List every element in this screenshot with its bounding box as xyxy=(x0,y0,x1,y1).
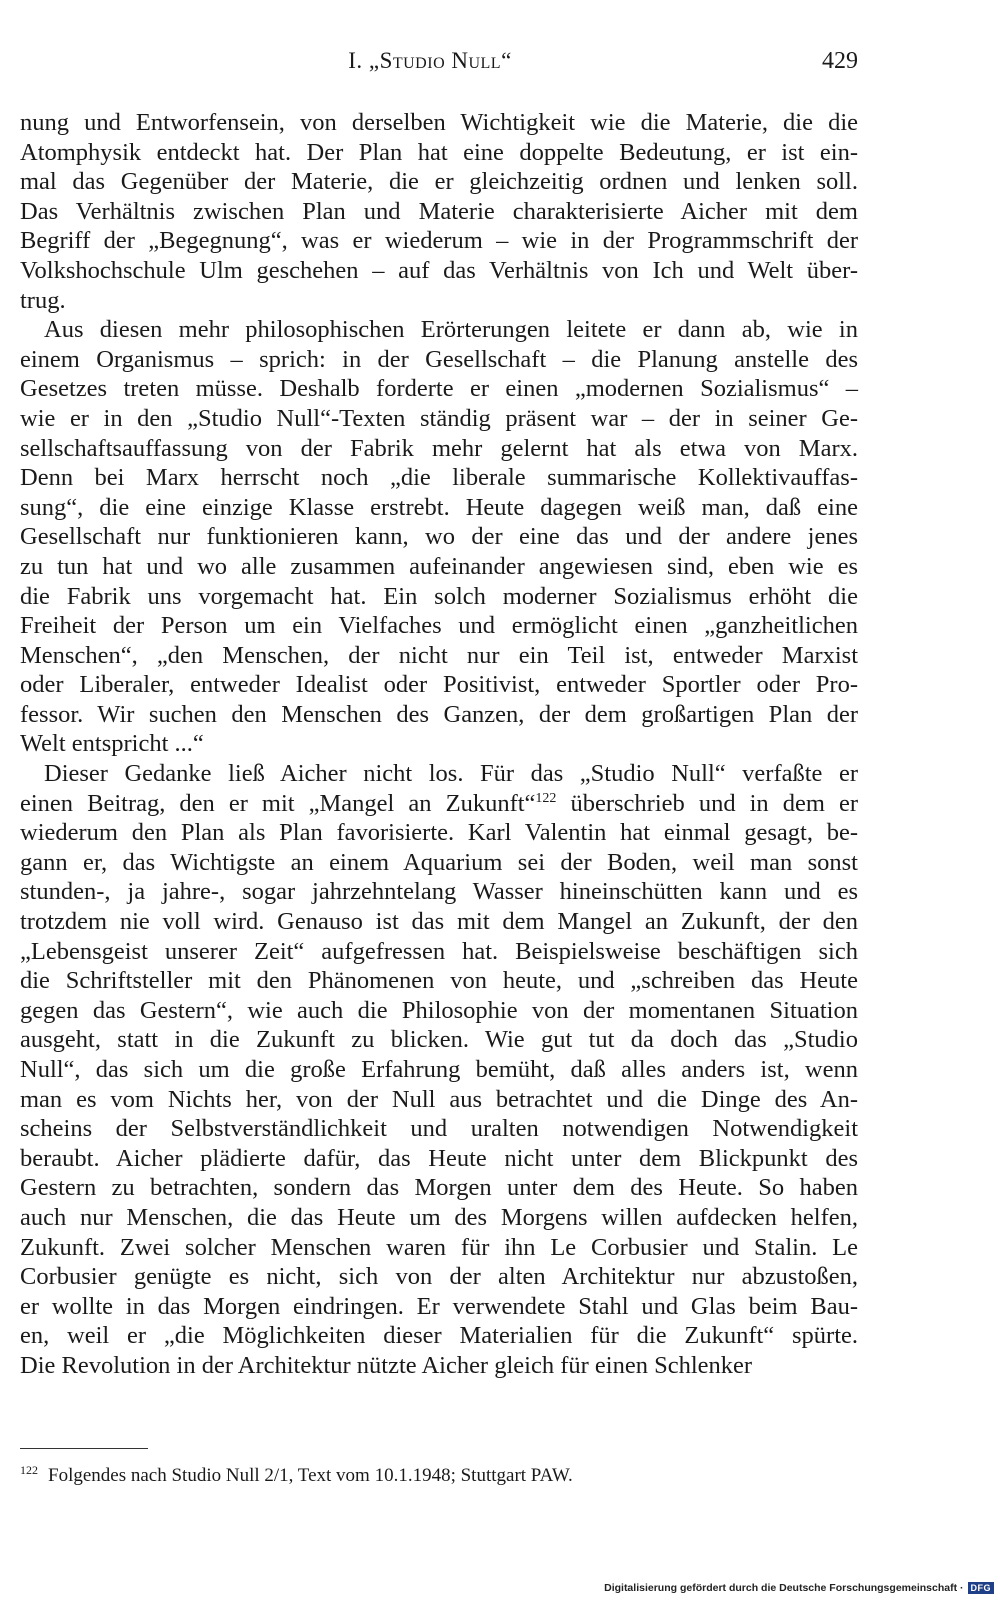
text-line: Die Revolution in der Architektur nützte Aicher gleich für einen Schlenker xyxy=(20,1351,753,1379)
text-line: oder Liberaler, entweder Idealist oder Positivist, entweder Sportler oder Pro- xyxy=(20,671,858,699)
text-line: man es vom Nichts her, von der Null aus betrachtet und die Dinge des An- xyxy=(20,1085,858,1113)
text-line: „Lebensgeist unserer Zeit“ aufgefressen hat. Beispielsweise beschäftigen sich xyxy=(20,937,858,965)
footnote xyxy=(20,1458,858,1488)
footnote-reference[interactable]: 122 xyxy=(535,790,557,806)
text-line: nung und Entworfensein, von derselben Wichtigkeit wie die Materie, die die xyxy=(20,109,858,136)
footnote-number: 122 xyxy=(20,1463,38,1477)
text-line: zu tun hat und wo alle zusammen aufeinander angewiesen sind, eben wie es xyxy=(20,552,858,580)
text-line: stunden-, ja jahre-, sogar jahrzehntelang Wasser hineinschütten kann und es xyxy=(20,878,858,906)
text-line: trotzdem nie voll wird. Genauso ist das mit dem Mangel an Zukunft, der den xyxy=(20,908,858,936)
text-line: ausgeht, statt in die Zukunft zu blicken. Wie gut tut da doch das „Studio xyxy=(20,1026,858,1054)
credit-text: Digitalisierung gefördert durch die Deutsche Forschungsgemeinschaft · xyxy=(604,1582,964,1594)
text-line: die Fabrik uns vorgemacht hat. Ein solch moderner Sozialismus erhöht die xyxy=(20,582,858,610)
text-line: Menschen“, „den Menschen, der nicht nur ein Teil ist, entweder Marxist xyxy=(20,641,858,669)
text-line: Gestern zu betrachten, sondern das Morgen unter dem des Heute. So haben xyxy=(20,1174,858,1202)
text-line: er wollte in das Morgen eindringen. Er verwendete Stahl und Glas beim Bau- xyxy=(20,1292,858,1320)
text-line: Dieser Gedanke ließ Aicher nicht los. Für das „Studio Null“ verfaßte er xyxy=(44,760,858,788)
text-line: Gesetzes treten müsse. Deshalb forderte er einen „modernen Sozialismus“ – xyxy=(20,375,858,403)
page-number: 429 xyxy=(822,48,858,74)
text-line: Das Verhältnis zwischen Plan und Materie charakterisierte Aicher mit dem xyxy=(20,197,858,225)
text-line-with-footnote-ref xyxy=(20,789,858,819)
text-line: fessor. Wir suchen den Menschen des Ganzen, der dem großartigen Plan der xyxy=(20,700,858,728)
digitization-credit xyxy=(604,1582,994,1594)
text-line: Volkshochschule Ulm geschehen – auf das Verhältnis von Ich und Welt über- xyxy=(20,256,858,284)
text-line: trug. xyxy=(20,286,66,314)
footnote-text: Folgendes nach Studio Null 2/1, Text vom 10.1.1948; Stuttgart PAW. xyxy=(48,1465,573,1486)
text-line: wiederum den Plan als Plan favorisierte. Karl Valentin hat einmal gesagt, be- xyxy=(20,819,858,847)
text-line: en, weil er „die Möglichkeiten dieser Materialien für die Zukunft“ spürte. xyxy=(20,1322,858,1350)
dfg-logo-icon: DFG xyxy=(968,1582,995,1594)
text-line: gegen das Gestern“, wie auch die Philosophie von der momentanen Situation xyxy=(20,996,858,1024)
text-fragment: einen Beitrag, den er mit „Mangel an Zukunft“ xyxy=(20,789,536,817)
running-title-suffix: “ xyxy=(501,48,512,73)
text-line: Freiheit der Person um ein Vielfaches und ermöglicht einen „ganzheitlichen xyxy=(20,612,858,640)
text-line: Begriff der „Begegnung“, was er wiederum – wie in der Programmschrift der xyxy=(20,227,858,255)
text-line: beraubt. Aicher plädierte dafür, das Heute nicht unter dem Blickpunkt des xyxy=(20,1144,858,1172)
text-line: einem Organismus – sprich: in der Gesellschaft – die Planung anstelle des xyxy=(20,345,858,373)
text-line: sellschaftsauffassung von der Fabrik mehr gelernt hat als etwa von Marx. xyxy=(20,434,858,462)
text-line: Null“, das sich um die große Erfahrung bemüht, daß alles anders ist, wenn xyxy=(20,1056,858,1083)
running-title-name: Studio Null xyxy=(379,48,502,73)
body-text xyxy=(20,108,858,1381)
text-line: Aus diesen mehr philosophischen Erörterungen leitete er dann ab, wie in xyxy=(44,316,858,344)
text-line: sung“, die eine einzige Klasse erstrebt. Heute dagegen weiß man, daß eine xyxy=(20,493,858,521)
running-head xyxy=(0,46,1000,80)
text-line: mal das Gegenüber der Materie, die er gleichzeitig ordnen und lenken soll. xyxy=(20,168,858,196)
text-line: die Schriftsteller mit den Phänomenen von heute, und „schreiben das Heute xyxy=(20,967,858,995)
text-line: auch nur Menschen, die das Heute um des Morgens willen aufdecken helfen, xyxy=(20,1203,858,1231)
text-line: Corbusier genügte es nicht, sich von der alten Architektur nur abzustoßen, xyxy=(20,1263,858,1291)
text-fragment: überschrieb und in dem er xyxy=(556,789,859,817)
running-title-prefix: I. „ xyxy=(348,48,380,73)
text-line: wie er in den „Studio Null“-Texten ständig präsent war – der in seiner Ge- xyxy=(20,404,858,432)
text-line: scheins der Selbstverständlichkeit und uralten notwendigen Notwendigkeit xyxy=(20,1115,858,1143)
text-line: Atomphysik entdeckt hat. Der Plan hat eine doppelte Bedeutung, er ist ein- xyxy=(20,138,858,166)
running-title xyxy=(0,48,860,74)
text-line: Welt entspricht ...“ xyxy=(20,730,204,758)
footnote-rule xyxy=(20,1448,148,1449)
text-line: gann er, das Wichtigste an einem Aquarium sei der Boden, weil man sonst xyxy=(20,848,858,876)
text-line: Denn bei Marx herrscht noch „die liberale summarische Kollektivauffas- xyxy=(20,464,858,492)
text-line: Gesellschaft nur funktionieren kann, wo der eine das und der andere jenes xyxy=(20,523,858,551)
text-line: Zukunft. Zwei solcher Menschen waren für ihn Le Corbusier und Stalin. Le xyxy=(20,1233,858,1261)
